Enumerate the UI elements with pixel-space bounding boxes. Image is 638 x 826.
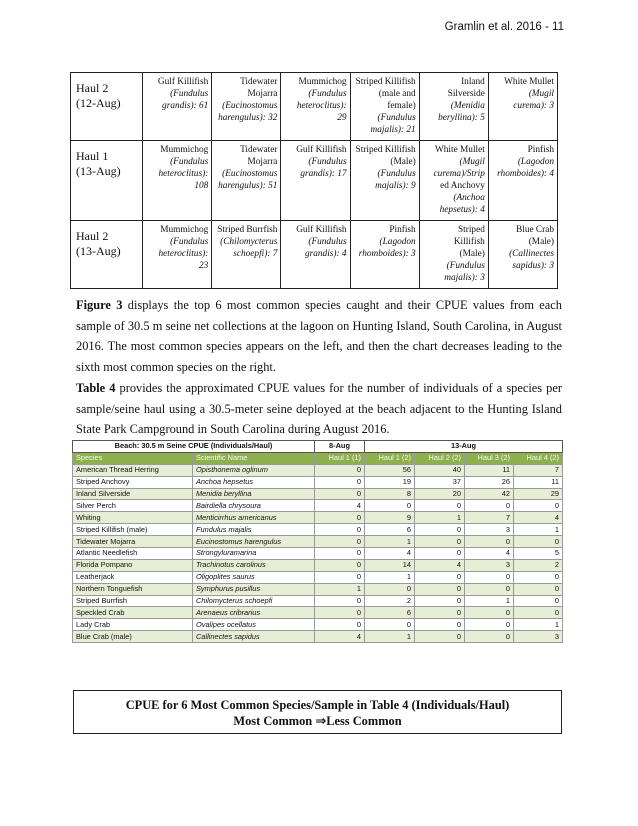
species-line: rhomboides): 3 bbox=[358, 249, 416, 259]
species-name: Leatherjack bbox=[73, 571, 193, 583]
cpue-value: 0 bbox=[415, 619, 465, 631]
caption-subtitle bbox=[74, 713, 561, 730]
figure-ref: Figure 3 bbox=[76, 298, 123, 312]
scientific-name: Ovalipes ocellatus bbox=[193, 619, 315, 631]
cpue-value: 0 bbox=[415, 500, 465, 512]
column-header: Haul 2 (2) bbox=[415, 452, 465, 464]
species-name: American Thread Herring bbox=[73, 464, 193, 476]
cpue-value: 0 bbox=[415, 607, 465, 619]
scientific-name: Eucinostomus harengulus bbox=[193, 536, 315, 548]
species-line: schoepfi): 7 bbox=[233, 249, 278, 259]
scientific-name: Anchoa hepsetus bbox=[193, 476, 315, 488]
species-cell bbox=[419, 221, 488, 289]
caption-less-common: Less Common bbox=[326, 714, 402, 728]
cpue-value: 0 bbox=[465, 631, 514, 643]
species-line: Silverside bbox=[447, 89, 485, 99]
species-line: (Fundulus bbox=[377, 169, 416, 179]
cpue-value: 0 bbox=[514, 536, 563, 548]
species-line: Killifish bbox=[453, 237, 485, 247]
cpue-value: 0 bbox=[315, 548, 365, 560]
species-cell bbox=[212, 73, 281, 141]
cpue-value: 0 bbox=[415, 571, 465, 583]
caption-most-common: Most Common bbox=[233, 714, 313, 728]
species-line: (Chilomycterus bbox=[220, 237, 278, 247]
cpue-value: 11 bbox=[465, 464, 514, 476]
cpue-value: 7 bbox=[514, 464, 563, 476]
species-line: (Lagodon bbox=[379, 237, 416, 247]
species-line: (Mugil bbox=[459, 157, 485, 167]
species-line: (Fundulus bbox=[308, 157, 347, 167]
species-line: (Anchoa bbox=[453, 193, 485, 203]
cpue-value: 0 bbox=[514, 583, 563, 595]
cpue-value: 0 bbox=[315, 619, 365, 631]
cpue-value: 0 bbox=[415, 583, 465, 595]
species-name: Speckled Crab bbox=[73, 607, 193, 619]
species-line: Striped Killifish bbox=[355, 77, 416, 87]
haul-row bbox=[71, 221, 558, 289]
paragraph-text: provides the approximated CPUE values for the number of individuals of a species per sample/seine haul using a 30.5-meter seine deployed at the beach adjacent to the Hunting Island State Park Campground in South Carolina during August 2016. bbox=[76, 381, 563, 436]
scientific-name: Oligoplites saurus bbox=[193, 571, 315, 583]
cpue-value: 3 bbox=[465, 524, 514, 536]
species-line: (Fundulus bbox=[308, 237, 347, 247]
species-line: beryllina): 5 bbox=[438, 113, 485, 123]
right-arrow-icon: ⇒ bbox=[315, 714, 327, 729]
species-line: female) bbox=[387, 101, 416, 111]
cpue-value: 0 bbox=[465, 583, 514, 595]
haul-name: Haul 2 bbox=[76, 81, 109, 95]
cpue-value: 11 bbox=[514, 476, 563, 488]
cpue-value: 0 bbox=[465, 536, 514, 548]
species-name: Lady Crab bbox=[73, 619, 193, 631]
species-line: Mummichog bbox=[160, 145, 209, 155]
column-header-row bbox=[73, 452, 563, 464]
scientific-name: Strongyluramarina bbox=[193, 548, 315, 560]
species-line: Tidewater bbox=[240, 145, 278, 155]
cpue-value: 0 bbox=[415, 595, 465, 607]
cpue-value: 1 bbox=[514, 524, 563, 536]
species-line: Striped Burrfish bbox=[217, 225, 278, 235]
cpue-value: 0 bbox=[315, 476, 365, 488]
species-line: (Fundulus bbox=[377, 113, 416, 123]
species-line: Pinfish bbox=[527, 145, 554, 155]
species-line: Mojarra bbox=[247, 89, 278, 99]
species-line: Mojarra bbox=[247, 157, 278, 167]
species-line: Gulf Killifish bbox=[157, 77, 209, 87]
table-row bbox=[73, 571, 563, 583]
species-name: Striped Anchovy bbox=[73, 476, 193, 488]
species-line: heteroclitus): bbox=[296, 101, 347, 111]
table-row bbox=[73, 631, 563, 643]
cpue-value: 9 bbox=[365, 512, 415, 524]
column-header: Species bbox=[73, 452, 193, 464]
table-row bbox=[73, 500, 563, 512]
cpue-value: 37 bbox=[415, 476, 465, 488]
cpue-value: 1 bbox=[514, 619, 563, 631]
species-name: Atlantic Needlefish bbox=[73, 548, 193, 560]
cpue-value: 1 bbox=[415, 512, 465, 524]
column-header: Haul 1 (2) bbox=[365, 452, 415, 464]
cpue-value: 0 bbox=[465, 571, 514, 583]
cpue-value: 0 bbox=[315, 464, 365, 476]
haul-row bbox=[71, 141, 558, 221]
scientific-name: Menidia beryllina bbox=[193, 488, 315, 500]
species-line: (Eucinostomus bbox=[222, 101, 278, 111]
cpue-value: 4 bbox=[514, 512, 563, 524]
species-name: Striped Burrfish bbox=[73, 595, 193, 607]
species-line: Mummichog bbox=[160, 225, 209, 235]
species-name: Inland Silverside bbox=[73, 488, 193, 500]
cpue-value: 1 bbox=[365, 536, 415, 548]
species-line: heteroclitus): bbox=[158, 249, 209, 259]
cpue-value: 4 bbox=[315, 631, 365, 643]
species-line: White Mullet bbox=[435, 145, 485, 155]
species-line: curema): 3 bbox=[513, 101, 554, 111]
cpue-value: 42 bbox=[465, 488, 514, 500]
species-line: Tidewater bbox=[240, 77, 278, 87]
species-cell bbox=[143, 221, 212, 289]
date-8-aug: 8-Aug bbox=[315, 441, 365, 453]
cpue-value: 0 bbox=[315, 524, 365, 536]
haul-label bbox=[71, 221, 143, 289]
species-cell bbox=[281, 141, 350, 221]
species-line: rhomboides): 4 bbox=[497, 169, 554, 179]
cpue-value: 19 bbox=[365, 476, 415, 488]
table-row bbox=[73, 512, 563, 524]
species-line: heteroclitus): bbox=[158, 169, 209, 179]
species-cell bbox=[488, 141, 557, 221]
table-title: Beach: 30.5 m Seine CPUE (Individuals/Haul) bbox=[73, 441, 315, 453]
cpue-value: 20 bbox=[415, 488, 465, 500]
species-line: White Mullet bbox=[504, 77, 554, 87]
haul-date: (13-Aug) bbox=[76, 164, 121, 178]
cpue-value: 4 bbox=[365, 548, 415, 560]
column-header: Haul 3 (2) bbox=[465, 452, 514, 464]
cpue-value: 2 bbox=[365, 595, 415, 607]
table-row bbox=[73, 559, 563, 571]
cpue-value: 0 bbox=[315, 512, 365, 524]
species-cell bbox=[281, 73, 350, 141]
scientific-name: Trachinotus carolinus bbox=[193, 559, 315, 571]
scientific-name: Fundulus majalis bbox=[193, 524, 315, 536]
species-name: Northern Tonguefish bbox=[73, 583, 193, 595]
cpue-value: 4 bbox=[315, 500, 365, 512]
cpue-value: 7 bbox=[465, 512, 514, 524]
cpue-value: 0 bbox=[465, 619, 514, 631]
species-name: Whiting bbox=[73, 512, 193, 524]
species-cell bbox=[350, 221, 419, 289]
table-row bbox=[73, 536, 563, 548]
species-line: (male and bbox=[378, 89, 416, 99]
cpue-value: 6 bbox=[365, 524, 415, 536]
species-line: Mummichog bbox=[298, 77, 347, 87]
table-row bbox=[73, 464, 563, 476]
species-line: grandis): 17 bbox=[300, 169, 347, 179]
species-cell bbox=[350, 73, 419, 141]
table-ref: Table 4 bbox=[76, 381, 116, 395]
species-line: Inland bbox=[461, 77, 485, 87]
haul-name: Haul 1 bbox=[76, 149, 109, 163]
scientific-name: Chilomycterus schoepfi bbox=[193, 595, 315, 607]
cpue-value: 0 bbox=[365, 500, 415, 512]
species-line: hepsetus): 4 bbox=[439, 205, 485, 215]
cpue-value: 0 bbox=[315, 536, 365, 548]
cpue-value: 0 bbox=[514, 607, 563, 619]
cpue-value: 40 bbox=[415, 464, 465, 476]
scientific-name: Menticirrhus americanus bbox=[193, 512, 315, 524]
species-name: Striped Killifish (male) bbox=[73, 524, 193, 536]
table-row bbox=[73, 548, 563, 560]
cpue-value: 0 bbox=[315, 571, 365, 583]
haul-name: Haul 2 bbox=[76, 229, 109, 243]
figure3-paragraph bbox=[76, 295, 562, 377]
species-line: (Eucinostomus bbox=[222, 169, 278, 179]
species-line: grandis): 61 bbox=[162, 101, 209, 111]
table-row bbox=[73, 524, 563, 536]
haul-date: (13-Aug) bbox=[76, 244, 121, 258]
species-line: (Callinectes bbox=[509, 249, 554, 259]
species-line: (Menidia bbox=[450, 101, 485, 111]
scientific-name: Bairdiella chrysoura bbox=[193, 500, 315, 512]
species-cell bbox=[488, 73, 557, 141]
column-header: Scientific Name bbox=[193, 452, 315, 464]
date-13-aug: 13-Aug bbox=[365, 441, 563, 453]
cpue-value: 0 bbox=[415, 548, 465, 560]
haul-row bbox=[71, 73, 558, 141]
cpue-value: 3 bbox=[465, 559, 514, 571]
scientific-name: Arenaeus cribrarius bbox=[193, 607, 315, 619]
species-line: Pinfish bbox=[389, 225, 416, 235]
cpue-value: 0 bbox=[365, 619, 415, 631]
cpue-value: 26 bbox=[465, 476, 514, 488]
cpue-value: 1 bbox=[465, 595, 514, 607]
table-row bbox=[73, 607, 563, 619]
species-cell bbox=[419, 73, 488, 141]
species-cell bbox=[419, 141, 488, 221]
cpue-value: 1 bbox=[315, 583, 365, 595]
beach-cpue-table bbox=[72, 440, 563, 643]
haul-date: (12-Aug) bbox=[76, 96, 121, 110]
cpue-value: 0 bbox=[514, 500, 563, 512]
column-header: Haul 4 (2) bbox=[514, 452, 563, 464]
cpue-value: 1 bbox=[365, 571, 415, 583]
species-name: Florida Pompano bbox=[73, 559, 193, 571]
species-line: 29 bbox=[337, 113, 347, 123]
cpue-value: 29 bbox=[514, 488, 563, 500]
chart-caption bbox=[73, 690, 562, 734]
species-line: sapidus): 3 bbox=[512, 261, 554, 271]
cpue-value: 2 bbox=[514, 559, 563, 571]
species-line: grandis): 4 bbox=[304, 249, 347, 259]
cpue-value: 0 bbox=[365, 583, 415, 595]
species-name: Tidewater Mojarra bbox=[73, 536, 193, 548]
table-row bbox=[73, 476, 563, 488]
species-line: ed Anchovy bbox=[440, 181, 485, 191]
scientific-name: Callinectes sapidus bbox=[193, 631, 315, 643]
cpue-value: 4 bbox=[415, 559, 465, 571]
paragraph-text: displays the top 6 most common species caught and their CPUE values from each sample of 30.5 m seine net collections at the lagoon on Hunting Island, South Carolina, in August 2016. The most common species appears on the left, and then the chart decreases leading to the sixth most common species on the right. bbox=[76, 298, 562, 374]
species-line: 23 bbox=[198, 261, 209, 271]
cpue-value: 0 bbox=[465, 500, 514, 512]
cpue-value: 6 bbox=[365, 607, 415, 619]
cpue-value: 0 bbox=[415, 536, 465, 548]
species-name: Silver Perch bbox=[73, 500, 193, 512]
species-line: (Fundulus bbox=[170, 157, 209, 167]
caption-title: CPUE for 6 Most Common Species/Sample in Table 4 (Individuals/Haul) bbox=[125, 698, 510, 712]
species-cell bbox=[212, 141, 281, 221]
species-cell bbox=[350, 141, 419, 221]
cpue-value: 0 bbox=[315, 559, 365, 571]
species-name: Blue Crab (male) bbox=[73, 631, 193, 643]
species-line: majalis): 9 bbox=[375, 181, 416, 191]
scientific-name: Symphurus pusillus bbox=[193, 583, 315, 595]
table-row bbox=[73, 583, 563, 595]
species-cell bbox=[143, 141, 212, 221]
haul-label bbox=[71, 73, 143, 141]
species-line: (Lagodon bbox=[517, 157, 554, 167]
table4-paragraph bbox=[76, 378, 562, 440]
species-line: (Male) bbox=[390, 157, 416, 167]
cpue-value: 0 bbox=[514, 571, 563, 583]
cpue-value: 14 bbox=[365, 559, 415, 571]
species-line: Striped bbox=[457, 225, 485, 235]
cpue-value: 56 bbox=[365, 464, 415, 476]
species-line: harengulus): 51 bbox=[218, 181, 278, 191]
haul-label bbox=[71, 141, 143, 221]
species-line: (Male) bbox=[528, 237, 554, 247]
species-line: (Mugil bbox=[528, 89, 554, 99]
cpue-value: 0 bbox=[514, 595, 563, 607]
cpue-value: 8 bbox=[365, 488, 415, 500]
cpue-value: 0 bbox=[315, 607, 365, 619]
species-line: majalis): 21 bbox=[370, 125, 416, 135]
species-line: 108 bbox=[194, 181, 209, 191]
cpue-value: 0 bbox=[415, 631, 465, 643]
species-cell bbox=[281, 221, 350, 289]
species-line: majalis): 3 bbox=[444, 273, 485, 283]
species-line: Gulf Killifish bbox=[296, 225, 347, 235]
species-line: curema)/Strip bbox=[433, 169, 485, 179]
species-cell bbox=[143, 73, 212, 141]
cpue-value: 0 bbox=[465, 607, 514, 619]
scientific-name: Opisthonema oglinum bbox=[193, 464, 315, 476]
cpue-value: 0 bbox=[415, 524, 465, 536]
species-line: (Fundulus bbox=[170, 237, 209, 247]
species-cell bbox=[212, 221, 281, 289]
species-line: Gulf Killifish bbox=[296, 145, 347, 155]
cpue-value: 1 bbox=[365, 631, 415, 643]
species-cell bbox=[488, 221, 557, 289]
column-header: Haul 1 (1) bbox=[315, 452, 365, 464]
species-line: harengulus): 32 bbox=[218, 113, 278, 123]
cpue-value: 0 bbox=[315, 488, 365, 500]
cpue-value: 5 bbox=[514, 548, 563, 560]
species-line: (Fundulus bbox=[308, 89, 347, 99]
table-row bbox=[73, 595, 563, 607]
species-line: Blue Crab bbox=[516, 225, 554, 235]
table-row bbox=[73, 488, 563, 500]
page-header: Gramlin et al. 2016 - 11 bbox=[444, 21, 564, 33]
cpue-value: 3 bbox=[514, 631, 563, 643]
species-line: Striped Killifish bbox=[355, 145, 416, 155]
species-line: (Fundulus bbox=[446, 261, 485, 271]
species-line: (Fundulus bbox=[170, 89, 209, 99]
table-row bbox=[73, 619, 563, 631]
cpue-value: 0 bbox=[315, 595, 365, 607]
cpue-value: 4 bbox=[465, 548, 514, 560]
species-line: (Male) bbox=[459, 249, 485, 259]
top-species-table bbox=[70, 72, 558, 289]
